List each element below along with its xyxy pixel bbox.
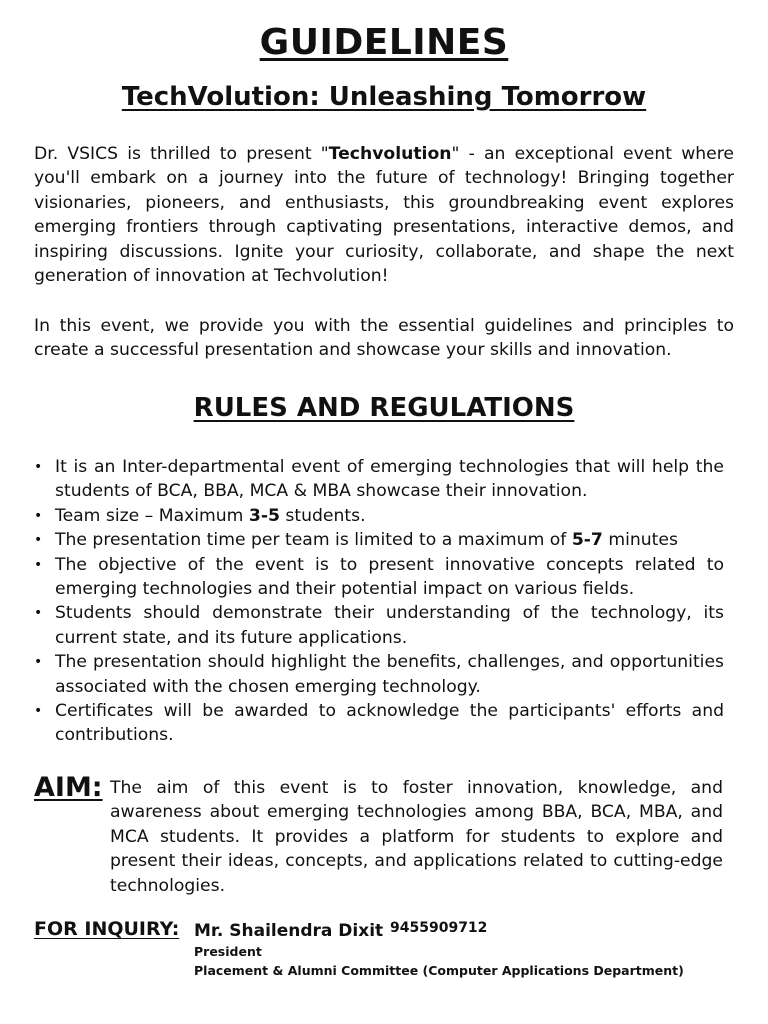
inquiry-label: FOR INQUIRY: bbox=[34, 918, 180, 940]
team-size-bold: 3-5 bbox=[248, 505, 280, 526]
rule-item bbox=[34, 504, 724, 528]
contact-phone: 9455909712 bbox=[390, 920, 488, 936]
rules-heading: RULES AND REGULATIONS bbox=[193, 393, 575, 423]
intro-paragraph bbox=[34, 142, 734, 288]
rule-text: The presentation should highlight the benefits, challenges, and opportunities associated with the chosen emerging technology. bbox=[55, 652, 724, 697]
contact-role: President bbox=[194, 944, 262, 959]
rule-text: Certificates will be awarded to acknowledge the participants' efforts and contributions. bbox=[55, 701, 724, 746]
time-limit-bold: 5-7 bbox=[571, 530, 603, 551]
bullet-icon: • bbox=[34, 507, 43, 524]
bullet-icon: • bbox=[34, 459, 43, 475]
rule-item bbox=[34, 455, 724, 504]
rule-item bbox=[34, 601, 724, 650]
aim-label: AIM: bbox=[34, 772, 103, 803]
intro-text-start: Dr. VSICS is thrilled to present " bbox=[34, 144, 329, 164]
rule-item bbox=[34, 553, 724, 602]
page-title: GUIDELINES bbox=[259, 22, 509, 63]
rule-text: Students should demonstrate their understanding of the technology, its current state, and its future applications. bbox=[55, 603, 724, 648]
event-subtitle: TechVolution: Unleashing Tomorrow bbox=[121, 82, 647, 112]
rule-text: students. bbox=[279, 505, 366, 526]
bullet-icon: • bbox=[34, 654, 43, 671]
rule-item bbox=[34, 528, 724, 552]
rule-text: Team size – Maximum bbox=[55, 505, 249, 526]
aim-text: The aim of this event is to foster innovation, knowledge, and awareness about emerging technologies among BBA, BCA, MBA, and MCA students. It provides a platform for students to explore and present their ideas, concepts, and applications related to cutting-edge technologies. bbox=[110, 778, 723, 896]
rule-text: The presentation time per team is limited to a maximum of bbox=[55, 530, 572, 551]
bullet-icon: • bbox=[34, 532, 43, 549]
contact-name: Mr. Shailendra Dixit bbox=[194, 921, 384, 941]
bullet-icon: • bbox=[34, 703, 43, 720]
event-name-bold: Techvolution bbox=[328, 144, 452, 164]
rule-item bbox=[34, 699, 724, 748]
rule-item bbox=[34, 650, 724, 699]
rule-text: minutes bbox=[602, 530, 678, 551]
rule-text: The objective of the event is to present innovative concepts related to emerging technologies and their potential impact on various fields. bbox=[55, 554, 724, 600]
intro-text-rest: " - an exceptional event where you'll embark on a journey into the future of technology! Bringing together visionaries, pioneers, and enthusiasts, this groundbreaking event explores emerging frontiers through captivating presentations, interactive demos, and inspiring discussions. Ignite your curiosity, collaborate, and shape the next generation of innovation at Techvolution! bbox=[34, 144, 734, 287]
bullet-icon: • bbox=[34, 556, 43, 573]
rules-list bbox=[34, 455, 724, 748]
bullet-icon: • bbox=[34, 605, 43, 622]
guidelines-paragraph: In this event, we provide you with the essential guidelines and principles to create a successful presentation and showcase your skills and innovation. bbox=[34, 316, 734, 361]
contact-committee: Placement & Alumni Committee (Computer Applications Department) bbox=[194, 963, 684, 978]
rule-text: It is an Inter-departmental event of emerging technologies that will help the students of BCA, BBA, MCA & MBA showcase their innovation. bbox=[55, 457, 724, 502]
